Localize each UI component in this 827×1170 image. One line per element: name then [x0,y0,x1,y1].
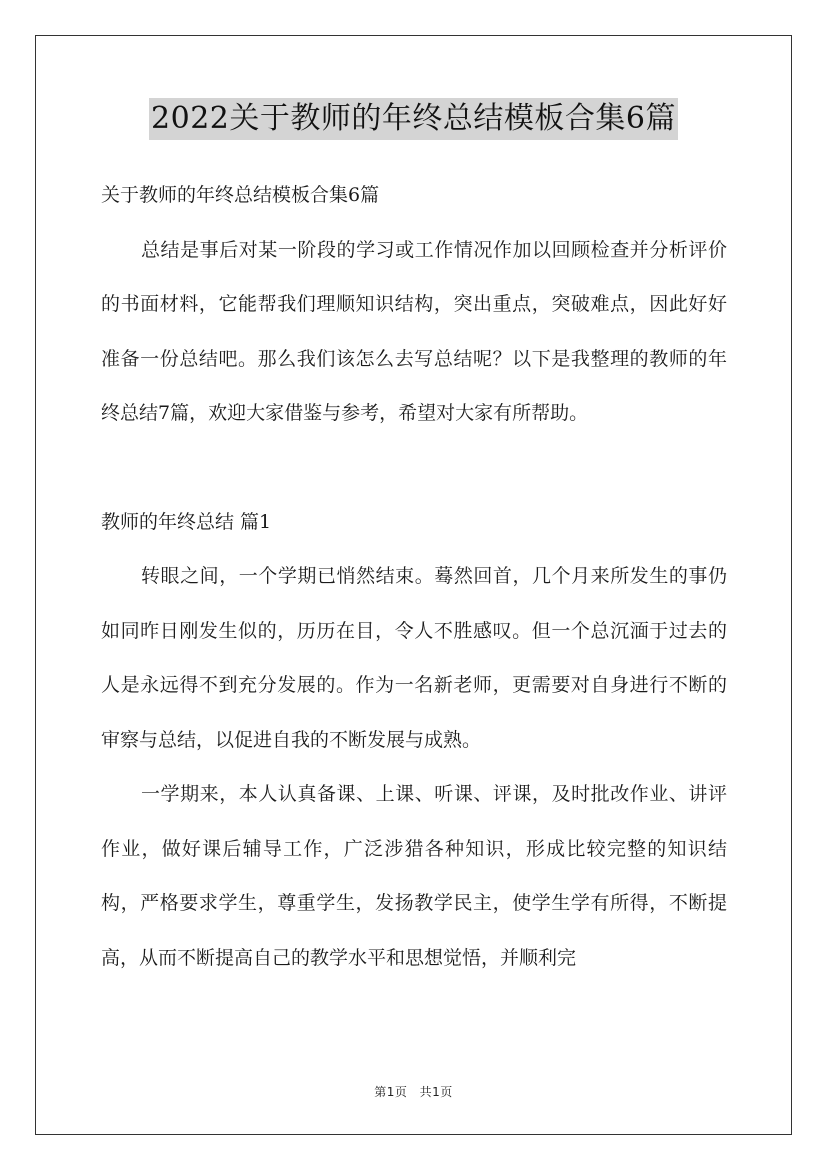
page-number-total: 共1页 [419,1085,453,1099]
intro-paragraph: 总结是事后对某一阶段的学习或工作情况作加以回顾检查并分析评价的书面材料，它能帮我们理顺知识结构，突出重点，突破难点，因此好好准备一份总结吧。那么我们该怎么去写总结呢？以下是我整理的教师的年终总结7篇，欢迎大家借鉴与参考，希望对大家有所帮助。 [101,238,727,424]
section-heading: 教师的年终总结 篇1 [101,510,272,533]
body-paragraph-1: 转眼之间，一个学期已悄然结束。蓦然回首，几个月来所发生的事仍如同昨日刚发生似的，历历在目，令人不胜感叹。但一个总沉湎于过去的人是永远得不到充分发展的。作为一名新老师，更需要对自身进行不断的审察与总结，以促进自我的不断发展与成熟。 [101,565,727,751]
title-container [0,98,827,140]
page-number-current: 第1页 [374,1085,408,1099]
document-body [101,168,727,985]
body-paragraph-2: 一学期来，本人认真备课、上课、听课、评课，及时批改作业、讲评作业，做好课后辅导工作，广泛涉猎各种知识，形成比较完整的知识结构，严格要求学生，尊重学生，发扬教学民主，使学生学有所得，不断提高，从而不断提高自己的教学水平和思想觉悟，并顺利完 [101,783,727,969]
document-subtitle: 关于教师的年终总结模板合集6篇 [101,184,380,206]
page-footer [0,1083,827,1100]
document-title: 2022关于教师的年终总结模板合集6篇 [149,98,678,140]
